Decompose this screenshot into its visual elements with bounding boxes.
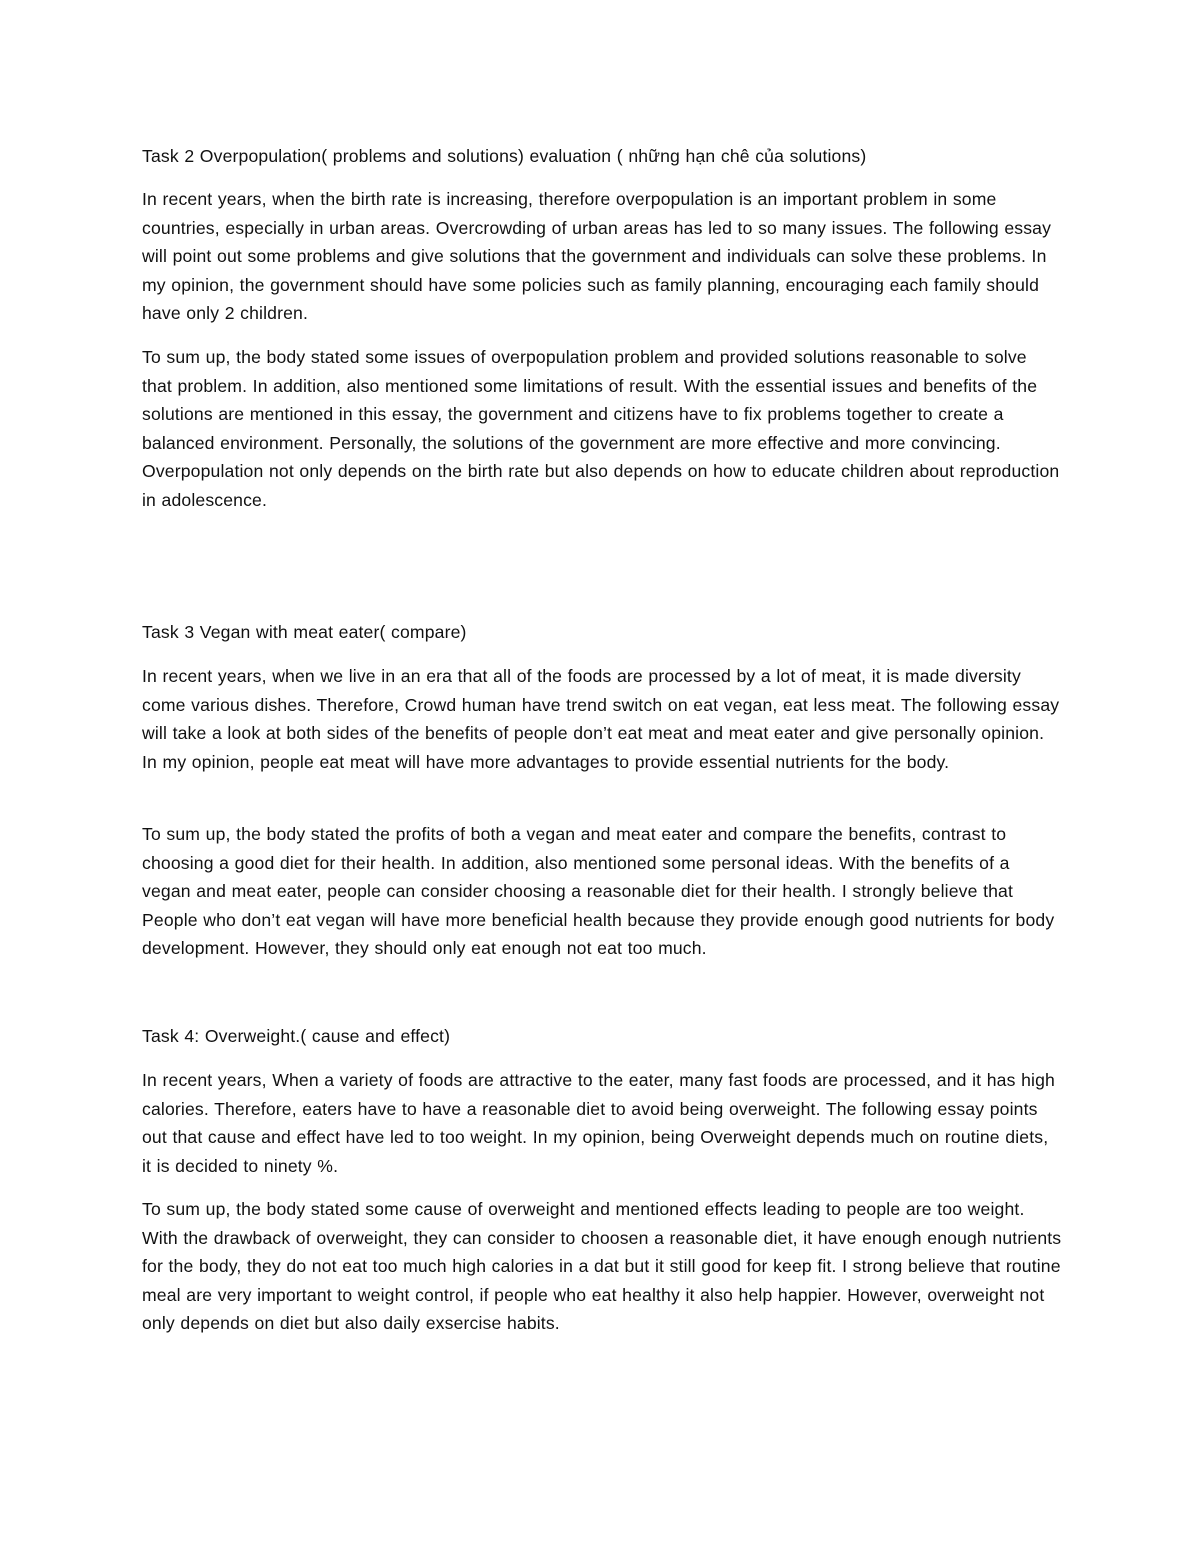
task-4-heading: Task 4: Overweight.( cause and effect) [142,1026,451,1046]
task-3-conclusion-paragraph: To sum up, the body stated the profits of both a vegan and meat eater and compare the benefits, contrast to choosing a good diet for their health. In addition, also mentioned some personal ideas. With the benefits of a vegan and meat eater, people can consider choosing a reasonable diet for their health. I strongly believe that People who don’t eat vegan will have more beneficial health because they provide enough good nutrients for body development. However, they should only eat enough not eat too much. [142,824,1055,959]
task-3-intro-paragraph: In recent years, when we live in an era that all of the foods are processed by a lot of meat, it is made diversity come various dishes. Therefore, Crowd human have trend switch on eat vegan, eat less meat. The following essay will take a look at both sides of the benefits of people don’t eat meat and meat eater and give personally opinion. In my opinion, people eat meat will have more advantages to provide essential nutrients for the body. [142,666,1060,772]
task-4-conclusion-paragraph: To sum up, the body stated some cause of overweight and mentioned effects leading to people are too weight. With the drawback of overweight, they can consider to choosen a reasonable diet, it have enough enough nutrients for the body, they do not eat too much high calories in a dat but it still good for keep fit. I strong believe that routine meal are very important to weight control, if people who eat healthy it also help happier. However, overweight not only depends on diet but also daily exsercise habits. [142,1199,1062,1334]
task-4-intro-paragraph: In recent years, When a variety of foods are attractive to the eater, many fast foods are processed, and it has high calories. Therefore, eaters have to have a reasonable diet to avoid being overweight. The following essay points out that cause and effect have led to too weight. In my opinion, being Overweight depends much on routine diets, it is decided to ninety %. [142,1070,1055,1176]
task-2-intro-paragraph: In recent years, when the birth rate is increasing, therefore overpopulation is an important problem in some countries, especially in urban areas. Overcrowding of urban areas has led to so many issues. The following essay will point out some problems and give solutions that the government and individuals can solve these problems. In my opinion, the government should have some policies such as family planning, encouraging each family should have only 2 children. [142,189,1052,324]
task-2-conclusion-paragraph: To sum up, the body stated some issues of overpopulation problem and provided solutions reasonable to solve that problem. In addition, also mentioned some limitations of result. With the essential issues and benefits of the solutions are mentioned in this essay, the government and citizens have to fix problems together to create a balanced environment. Personally, the solutions of the government are more effective and more convincing. Overpopulation not only depends on the birth rate but also depends on how to educate children about reproduction in adolescence. [142,347,1060,510]
task-3-heading: Task 3 Vegan with meat eater( compare) [142,622,467,642]
task-2-heading: Task 2 Overpopulation( problems and solutions) evaluation ( những hạn chê của solutions) [142,146,867,166]
